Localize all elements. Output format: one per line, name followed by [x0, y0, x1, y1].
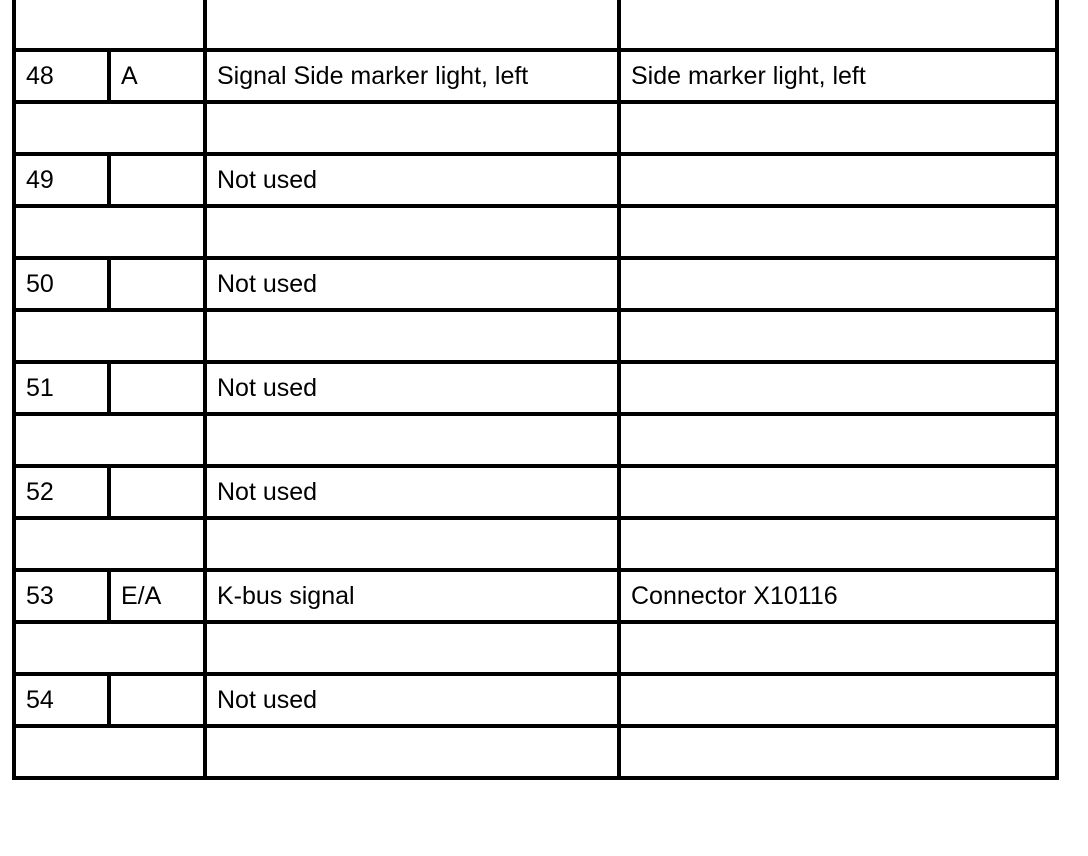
signal-type-cell — [109, 674, 205, 726]
pin-number-cell: 51 — [14, 362, 109, 414]
spacer-cell — [14, 518, 205, 570]
destination-cell — [619, 362, 1057, 414]
description-cell: K-bus signal — [205, 570, 619, 622]
spacer-cell — [205, 102, 619, 154]
spacer-row — [14, 310, 1057, 362]
spacer-cell — [205, 0, 619, 50]
spacer-row — [14, 206, 1057, 258]
spacer-cell — [619, 206, 1057, 258]
signal-type-cell — [109, 466, 205, 518]
spacer-row — [14, 0, 1057, 50]
pin-number-cell: 54 — [14, 674, 109, 726]
pin-number-cell: 50 — [14, 258, 109, 310]
description-cell: Not used — [205, 674, 619, 726]
table-row — [14, 154, 1057, 206]
spacer-cell — [205, 622, 619, 674]
table-row — [14, 50, 1057, 102]
spacer-cell — [619, 310, 1057, 362]
spacer-cell — [14, 414, 205, 466]
pin-number-cell: 52 — [14, 466, 109, 518]
description-cell: Not used — [205, 466, 619, 518]
destination-cell — [619, 674, 1057, 726]
spacer-row — [14, 518, 1057, 570]
spacer-cell — [14, 622, 205, 674]
pin-number-cell: 48 — [14, 50, 109, 102]
table-row — [14, 362, 1057, 414]
spacer-row — [14, 622, 1057, 674]
signal-type-cell: E/A — [109, 570, 205, 622]
destination-cell: Side marker light, left — [619, 50, 1057, 102]
table-row — [14, 466, 1057, 518]
pin-assignment-table — [12, 0, 1059, 780]
spacer-cell — [14, 0, 205, 50]
spacer-cell — [619, 0, 1057, 50]
pin-number-cell: 49 — [14, 154, 109, 206]
table-row — [14, 674, 1057, 726]
description-cell: Signal Side marker light, left — [205, 50, 619, 102]
destination-cell — [619, 154, 1057, 206]
signal-type-cell — [109, 362, 205, 414]
spacer-cell — [619, 622, 1057, 674]
signal-type-cell — [109, 154, 205, 206]
destination-cell: Connector X10116 — [619, 570, 1057, 622]
spacer-row — [14, 414, 1057, 466]
description-cell: Not used — [205, 154, 619, 206]
spacer-cell — [619, 102, 1057, 154]
spacer-cell — [619, 414, 1057, 466]
spacer-cell — [619, 726, 1057, 778]
table-row — [14, 570, 1057, 622]
spacer-cell — [14, 102, 205, 154]
description-cell: Not used — [205, 362, 619, 414]
spacer-cell — [205, 518, 619, 570]
spacer-cell — [619, 518, 1057, 570]
description-cell: Not used — [205, 258, 619, 310]
destination-cell — [619, 466, 1057, 518]
spacer-row — [14, 726, 1057, 778]
spacer-cell — [14, 310, 205, 362]
spacer-cell — [205, 206, 619, 258]
spacer-cell — [14, 726, 205, 778]
spacer-row — [14, 102, 1057, 154]
spacer-cell — [14, 206, 205, 258]
signal-type-cell: A — [109, 50, 205, 102]
destination-cell — [619, 258, 1057, 310]
signal-type-cell — [109, 258, 205, 310]
spacer-cell — [205, 310, 619, 362]
spacer-cell — [205, 414, 619, 466]
table-row — [14, 258, 1057, 310]
pin-number-cell: 53 — [14, 570, 109, 622]
spacer-cell — [205, 726, 619, 778]
